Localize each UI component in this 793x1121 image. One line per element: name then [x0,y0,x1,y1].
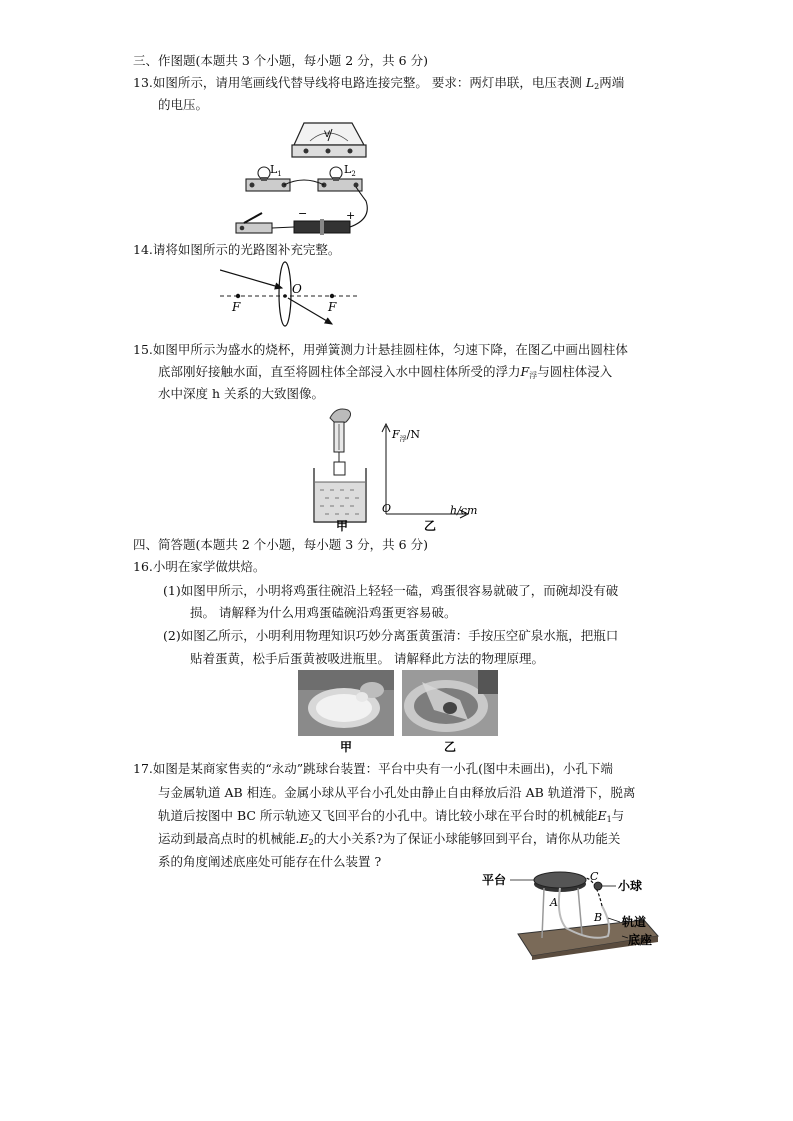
q13-text-line2: 的电压。 [158,97,209,112]
q17-text-line4: 运动到最高点时的机械能$.E_2$的大小关系?为了保证小球能够回到平台，请你从功能关 [158,831,621,847]
focus-right-label: F [328,300,337,314]
q13-circuit-figure [232,115,377,245]
y-axis-label: $F_浮/N$ [392,428,420,443]
q17-figure [482,866,668,960]
q16-sub2-line1: (2)如图乙所示，小明利用物理知识巧妙分离蛋黄蛋清：手按压空矿泉水瓶，把瓶口 [163,628,619,643]
cylinder [334,462,345,475]
platform-label: 平台 [482,873,507,887]
focus-left-point [236,294,240,298]
q16-sub2-line2: 贴着蛋黄，松手后蛋黄被吸进瓶里。 请解释此方法的物理原理。 [190,651,544,666]
point-c-label: C [590,870,599,883]
focus-left-label: F [232,300,241,314]
voltmeter [292,123,366,157]
q16-photo-pair [298,670,498,754]
caption-jia: 甲 [336,519,349,533]
battery [294,219,350,235]
caption-yi: 乙 [444,740,457,754]
q16-photos [298,670,498,754]
beaker [314,468,366,522]
photo-egg-bowl [298,670,394,736]
incident-ray [220,270,282,288]
q16-text-line1: 16.小明在家学做烘焙。 [133,559,266,574]
battery-minus: − [298,207,308,220]
point-a-label: A [550,896,558,909]
base-label: 底座 [628,933,653,947]
circuit-diagram [232,115,377,245]
voltmeter-label: V [324,130,331,140]
photo-bottle-yolk [402,670,498,736]
q14-text: 14.请将如图所示的光路图补充完整。 [133,242,341,257]
origin-label: O [382,502,392,515]
q16-sub1-line1: (1)如图甲所示，小明将鸡蛋往碗沿上轻轻一磕，鸡蛋很容易就破了，而碗却没有破 [163,583,619,598]
q16-sub1-line2: 损。 请解释为什么用鸡蛋磕碗沿鸡蛋更容易破。 [190,605,457,620]
q17-text-line1: 17.如图是某商家售卖的“永动”跳球台装置：平台中央有一小孔(图中未画出)，小孔下端 [133,761,613,776]
x-axis-label: h/cm [450,504,478,517]
lens-diagram [220,258,370,328]
q13-line1-b: 两端 [599,75,625,90]
section-3-heading: 三、作图题(本题共 3 个小题，每小题 2 分，共 6 分) [133,53,428,68]
spring-scale [330,409,351,462]
q15-text-line1: 15.如图甲所示为盛水的烧杯，用弹簧测力计悬挂圆柱体，匀速下降，在图乙中画出圆柱体 [133,342,628,357]
q14-lens-figure [220,258,370,328]
ball-label: 小球 [618,879,643,893]
q17-text-line3: 轨道后按图中 BC 所示轨迹又飞回平台的小孔中。请比较小球在平台时的机械能$E_1$与 [158,808,625,824]
lamp-l1 [246,167,290,191]
jumping-ball-device [482,866,668,960]
caption-jia: 甲 [340,740,353,754]
q17-text-line5: 系的角度阐述底座处可能存在什么装置 ? [158,854,382,869]
q13-line1-a: 13.如图所示，请用笔画线代替导线将电路连接完整。 要求：两灯串联，电压表测 [133,75,582,90]
switch [236,213,272,233]
track-label: 轨道 [622,915,647,929]
q13-l2-sub: 2 [594,82,600,91]
section-4-heading: 四、简答题(本题共 2 个小题，每小题 3 分，共 6 分) [133,537,428,552]
point-b-label: B [594,911,603,924]
l2-label: $L_2$ [344,163,356,178]
q15-text-line3: 水中深度 h 关系的大致图像。 [158,386,324,401]
beaker-and-graph [300,404,490,534]
q13-l2-symbol: L [585,75,595,90]
convex-lens [279,262,291,326]
refracted-ray [288,298,332,324]
q15-text-line2: 底部刚好接触水面，直至将圆柱体全部浸入水中圆柱体所受的浮力$F_浮$与圆柱体浸入 [158,364,613,380]
q13-text-line1 [133,74,624,96]
l1-label: $L_1$ [270,163,282,178]
focus-right-point [330,294,334,298]
q17-text-line2: 与金属轨道 AB 相连。金属小球从平台小孔处由静止自由释放后沿 AB 轨道滑下，脱离 [158,785,636,800]
q15-figure [300,404,490,534]
caption-yi: 乙 [424,519,437,533]
battery-plus: + [346,209,356,222]
ball [594,882,602,890]
optical-center-label: O [292,282,302,296]
